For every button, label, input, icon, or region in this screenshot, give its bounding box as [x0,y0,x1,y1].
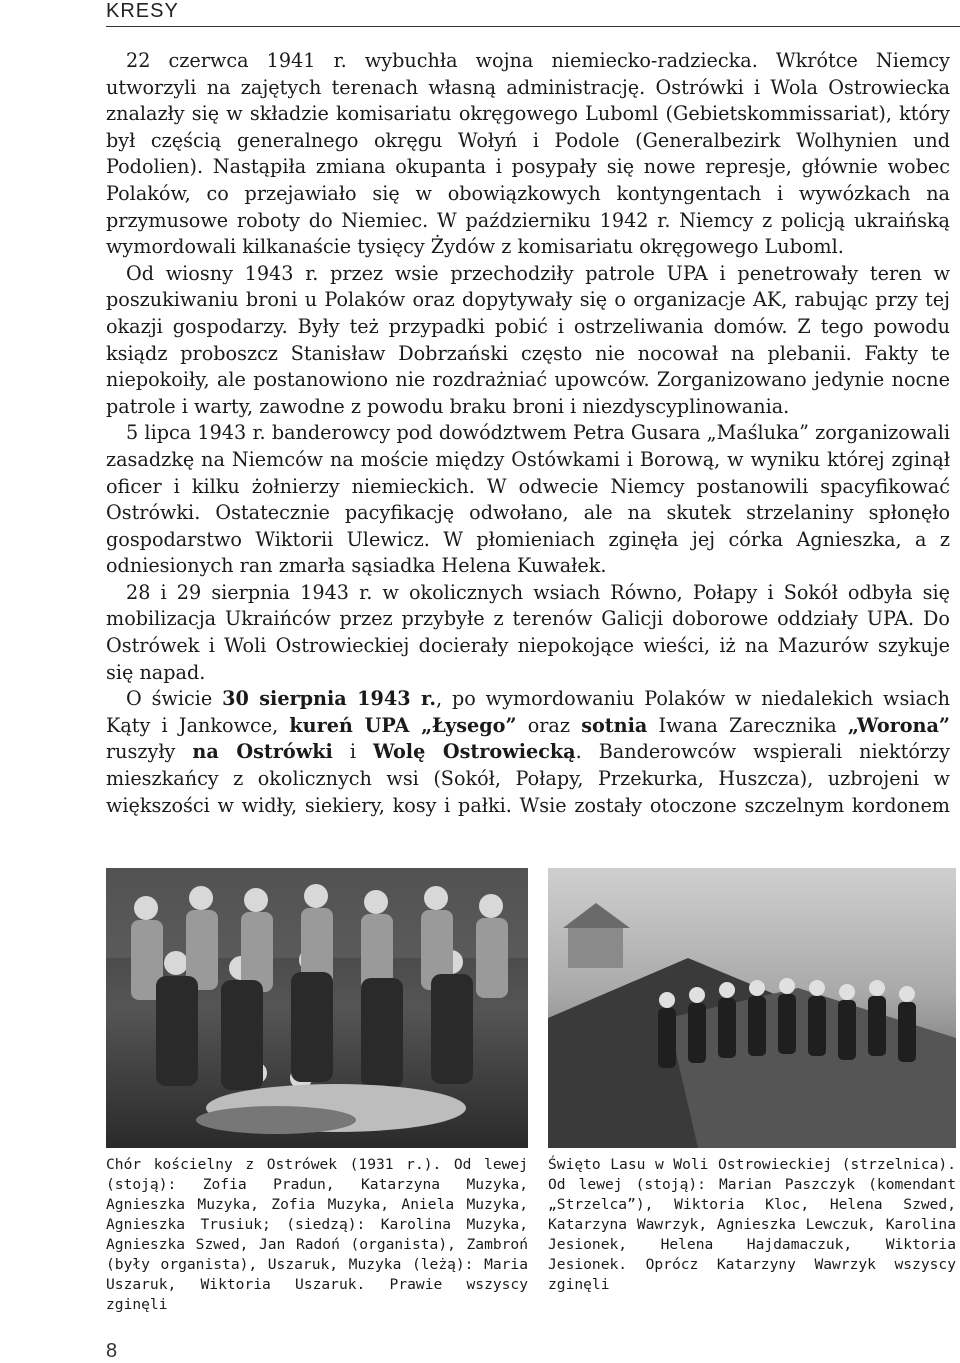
p5-text-3: oraz [516,713,582,737]
choir-photo-image [106,868,528,1148]
forest-day-photo-caption: Święto Lasu w Woli Ostrowieckiej (strzelnica). Od lewej (stoją): Marian Paszczyk (komendant „Strzelca”), Wiktoria Kloc, Helena Szwed, Katarzyna Wawrzyk, Agnieszka Lewczuk, Karolina Jesionek, Helena Hajdamaczuk, Wiktoria Jesionek. Oprócz Katarzyny Wawrzyk wszyscy zginęli [548,1156,956,1293]
p5-text-7: . Banderowców wspierali niektórzy mieszkańcy z okolicznych wsi (Sokół, Połapy, Przekurka, Huszcza), uzbrojeni w większości w widły, siekiery, kosy i pałki. Wsie zostały otoczone szczelnym kordonem [106,740,951,817]
p5-bold-worona: „Worona” [847,713,950,737]
paragraph-5 [106,686,950,819]
choir-photo-caption: Chór kościelny z Ostrówek (1931 r.). Od lewej (stoją): Zofia Pradun, Katarzyna Muzyka, Agnieszka Muzyka, Zofia Muzyka, Aniela Muzyka, Agnieszka Trusiuk; (siedzą): Karolina Muzyka, Agnieszka Szwed, Jan Radoń (organista), Zambroń (były organista), Uszaruk, Muzyka (leżą): Maria Uszaruk, Wiktoria Uszaruk. Prawie wszyscy zginęli [106,1156,528,1313]
paragraph-4: 28 i 29 sierpnia 1943 r. w okolicznych wsiach Równo, Połapy i Sokół odbyła się mobilizacja Ukraińców przez przybyłe z terenów Galicji doborowe oddziały UPA. Do Ostrówek i Woli Ostrowieckiej docierały niepokojące wieści, iż na Mazurów szykuje się napad. [106,580,950,684]
section-tag: KRESY [106,0,179,22]
paragraph-3: 5 lipca 1943 r. banderowcy pod dowództwem Petra Gusara „Maśluka” zorganizowali zasadzkę na Niemców na moście między Ostówkami i Borową, w wyniku której zginął oficer i kilku żołnierzy niemieckich. W odwecie Niemcy postanowili spacyfikować Ostrówki. Ostatecznie pacyfikację odwołano, ale na skutek strzelaniny spłonęło gospodarstwo Wiktorii Ulewicz. W płomieniach zginęła jej córka Agnieszka, a z odniesionych ran zmarła sąsiadka Helena Kuwałek. [106,421,950,578]
p5-bold-wola: Wolę Ostrowiecką [373,740,576,764]
p5-bold-date: 30 sierpnia 1943 r. [222,687,437,711]
p5-text-4: Iwana Zarecznika [647,713,848,737]
article-body [106,48,950,819]
p5-bold-sotnia: sotnia [581,713,648,737]
p5-text-2: , po wymordowaniu Polaków w niedalekich wsiach Kąty i Jankowce, [106,687,950,737]
p5-text-6: i [332,740,374,764]
p5-text-5: ruszyły [106,740,193,764]
paragraph-2: Od wiosny 1943 r. przez wsie przechodziły patrole UPA i penetrowały teren w poszukiwaniu broni u Polaków oraz dopytywały się o organizacje AK, rabując przy tej okazji gospodarzy. Były też przypadki pobić i ostrzeliwania domów. Z tego powodu ksiądz proboszcz Stanisław Dobrzański często nie nocował na plebanii. Fakty te niepokoiły, ale postanowiono nie rozdrażniać upowców. Zorganizowano jedynie nocne patrole i warty, zawodne z powodu braku broni i niezdyscyplinowania. [106,261,950,418]
forest-day-photo [548,868,956,1148]
p5-text-1: O świcie [126,687,223,711]
p5-bold-ostrowki: na Ostrówki [192,740,333,764]
paragraph-1: 22 czerwca 1941 r. wybuchła wojna niemiecko-radziecka. Wkrótce Niemcy utworzyli na zajętych terenach własną administrację. Ostrówki i Wola Ostrowiecka znalazły się w składzie komisariatu okręgowego Luboml (Gebietskommissariat), który był częścią generalnego okręgu Wołyń i Podole (Generalbezirk Wolhynien und Podolien). Nastąpiła zmiana okupanta i posypały się nowe represje, głównie wobec Polaków, co przejawiało się w obowiązkowych kontyngentach i wywózkach na przymusowe roboty do Niemiec. W październiku 1942 r. Niemcy z policją ukraińską wymordowali kilkanaście tysięcy Żydów z komisariatu okręgowego Luboml. [106,49,950,259]
header-rule [106,26,960,27]
forest-day-photo-image [548,868,956,1148]
page-number: 8 [106,1340,118,1362]
p5-bold-kuren: kureń UPA „Łysego” [289,713,517,737]
choir-photo [106,868,528,1148]
